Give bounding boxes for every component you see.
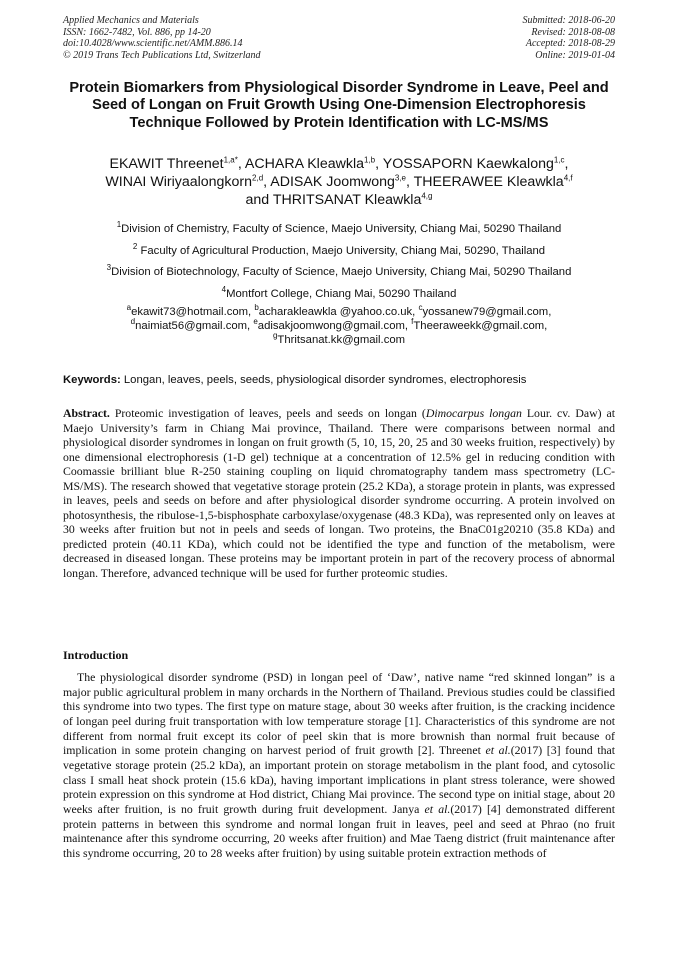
email-link: naimiat56@gmail.com, xyxy=(135,320,254,332)
email-link: yossanew79@gmail.com, xyxy=(422,306,552,318)
journal-info xyxy=(63,15,261,61)
author-sup: 3,e xyxy=(394,173,406,183)
date-online: Online: 2019-01-04 xyxy=(535,49,615,61)
abstract: Abstract. Proteomic investigation of leaves, peels and seeds on longan (Dimocarpus longan Lour. cv. Daw) at Maejo University’s farm in Chiang Mai province, Thailand. There were comparisons between normal and physiological disorder syndromes in longan on fruit growth (5, 10, 15, 20, 25 and 30 weeks fruition, respectively) by one dimensional electrophoresis (1-D gel) technique at a concentration of 12.5% gel in reducing condition with Coomassie brilliant blue R-250 staining coupling on liquid chromatography tandem mass spectrometry (LC-MS/MS). The research showed that vegetative storage protein (25.2 KDa), a storage protein in plants, was expressed in leaves, peels and seeds on before and after physiological disorder syndrome occurring. A protein involved on photosynthesis, the ribulose-1,5-bisphosphate carboxylase/oxygenase (48.3 KDa), was represented only on leaves at 30 weeks after fruition but not in peels and seeds of longan. Two proteins, the BnaC01g20210 (35.8 KDa) and predicted protein (40.11 KDa), which could not be identified the type and function of the metabolism, were decreased in diseased longan. These proteins may be important protein in part of the recovery process of abnormal longan. Therefore, advanced technique will be used for further proteomic studies. xyxy=(63,406,616,581)
author-emails: $^a$ekawit73@hotmail.com, $^b$acharakleawkla @yahoo.co.uk, $^c$yossanew79@gmail.com, $^d$naimiat56@gmail.com, $^e$adisakjoomwong@gmail.com, $^f$Theeraweekk@gmail.com, $^g$Thritsanat.kk@gmail.com xyxy=(126,303,552,346)
journal-copyright: © 2019 Trans Tech Publications Ltd, Switzerland xyxy=(63,49,261,61)
introduction-text: The physiological disorder syndrome (PSD) in longan peel of ‘Daw’, native name “red skinned longan” is a major public agricultural problem in many orchards in the Northern of Thailand. Previous studies could be classified this syndrome into two types. The first type on mature stage, about 30 weeks after fruition, is the cracking incidence of longan peel during fruit transportation with low temperature storage [1]. Characteristics of this syndrome are not different from normal fruit except its color of peel skin that is more brownish than normal fruit because of implication in some protein changing on harvest period of fruit growth [2]. Threenet et al.(2017) [3] found that vegetative storage protein (25.2 kDa), an important protein on storage metabolism in the plant food, and cytosolic class I small heat shock protein (15.6 kDa), having important implications in plant stress tolerance, were showed protein expression on this syndrome at Hod district, Chiang Mai province. The second type on initial stage, about 20 weeks after fruition, is no fruit growth during fruit development. Janya et al.(2017) [4] demonstrated different protein patterns in between this syndrome and normal longan fruit in leaves, peel and seed at Phrao (no fruit maintenance after this syndrome occurring, 20 weeks after fruition) and Mae Taeng district (fruit maintenance after this syndrome occurring, 20 to 28 weeks after fruition) by using suitable protein extraction methods of xyxy=(63,670,616,860)
author-name: THRITSANAT Kleawkla xyxy=(272,192,422,208)
abstract-label: Abstract. xyxy=(63,406,110,420)
date-accepted: Accepted: 2018-08-29 xyxy=(525,38,615,49)
author-name: THEERAWEE Kleawkla xyxy=(413,174,564,190)
author-sup: 4,f xyxy=(563,173,573,183)
author-name: EKAWIT Threenet xyxy=(109,156,224,172)
author-name: YOSSAPORN Kaewkalong xyxy=(382,156,554,172)
email-link: Thritsanat.kk@gmail.com xyxy=(277,334,406,346)
author-name: WINAI Wiriyaalongkorn xyxy=(105,174,253,190)
affiliation-2: $^2$ Faculty of Agricultural Production, Maejo University, Chiang Mai, 50290, Thailand xyxy=(132,242,546,257)
author-sup: 1,b xyxy=(363,155,376,165)
author-name: ADISAK Joomwong xyxy=(270,174,395,190)
email-link: Theeraweekk@gmail.com, xyxy=(413,320,548,332)
author-list: EKAWIT Threenet$^{1,a*}$, ACHARA Kleawkla$^{1,b}$, YOSSAPORN Kaewkalong$^{1,c}$, WINAI Wiriyaalongkorn$^{2,d}$, ADISAK Joomwong$^{3,e}$, THEERAWEE Kleawkla$^{4,f}$ and THRITSANAT Kleawkla$^{4,g}$ xyxy=(105,155,573,208)
journal-name: Applied Mechanics and Materials xyxy=(63,15,199,26)
publication-dates xyxy=(523,15,616,61)
author-sup: 2,d xyxy=(252,173,264,183)
email-link: ekawit73@hotmail.com, xyxy=(131,306,255,318)
author-sup: 1,a* xyxy=(223,155,238,165)
affiliation-4: $^4$Montfort College, Chiang Mai, 50290 Thailand xyxy=(221,285,457,300)
email-link: acharakleawkla @yahoo.co.uk, xyxy=(258,306,419,318)
journal-issn: ISSN: 1662-7482, Vol. 886, pp 14-20 xyxy=(63,26,211,38)
affiliation-1: $^1$Division of Chemistry, Faculty of Science, Maejo University, Chiang Mai, 50290 Thailand xyxy=(116,220,562,235)
section-heading-introduction: Introduction xyxy=(63,648,129,662)
species-name: Dimocarpus longan xyxy=(425,406,522,420)
keywords xyxy=(63,373,623,387)
author-sup: 4,g xyxy=(421,191,433,201)
keywords-text: Longan, leaves, peels, seeds, physiological disorder syndromes, electrophoresis xyxy=(120,374,527,386)
paper-title: Protein Biomarkers from Physiological Disorder Syndrome in Leave, Peel and Seed of Longan on Fruit Growth Using One-Dimension Electrophoresis Technique Followed by Protein Identification with LC-MS/MS xyxy=(69,80,609,131)
author-sup: 1,c xyxy=(553,155,565,165)
keywords-label: Keywords: xyxy=(63,374,121,386)
email-link: adisakjoomwong@gmail.com, xyxy=(257,320,412,332)
author-name: ACHARA Kleawkla xyxy=(244,156,364,172)
date-revised: Revised: 2018-08-08 xyxy=(531,26,615,38)
affiliation-3: $^3$Division of Biotechnology, Faculty of Science, Maejo University, Chiang Mai, 50290 Thailand xyxy=(106,263,572,278)
journal-doi: doi:10.4028/www.scientific.net/AMM.886.14 xyxy=(63,38,243,49)
date-submitted: Submitted: 2018-06-20 xyxy=(522,15,615,26)
